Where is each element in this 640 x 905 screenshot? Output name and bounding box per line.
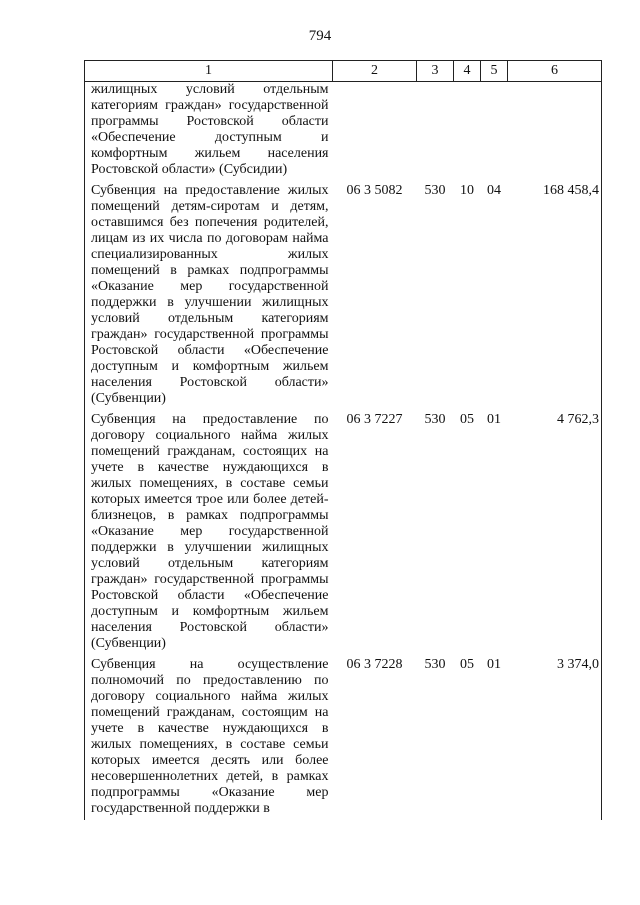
row-name: Субвенция на предоставление жилых помещений детям-сиротам и детям, оставшимся без попечения родителей, лицам из их числа по договорам найма специализированных жилых помещений в рамках подпрограммы «Оказание мер государственной поддержки в улучшении жилищных условий отдельным категориям граждан» государственной программы Ростовской области «Обеспечение доступным и комфортным жильем населения Ростовской области» (Субвенции) bbox=[85, 178, 333, 407]
header-col-5: 5 bbox=[481, 61, 508, 82]
row-col-3: 530 bbox=[424, 183, 446, 198]
row-name: жилищных условий отдельным категориям граждан» государственной программы Ростовской области «Обеспечение доступным и комфортным жильем населения Ростовской области» (Субсидии) bbox=[85, 82, 333, 179]
row-col-5: 01 bbox=[487, 657, 501, 672]
header-col-6: 6 bbox=[508, 61, 602, 82]
row-col-3: 530 bbox=[424, 657, 446, 672]
table-row bbox=[85, 652, 602, 820]
row-col-4: 10 bbox=[460, 183, 474, 198]
row-amount bbox=[508, 82, 602, 179]
header-col-2: 2 bbox=[333, 61, 417, 82]
table-row bbox=[85, 82, 602, 179]
table-row bbox=[85, 178, 602, 407]
row-code bbox=[333, 82, 417, 179]
row-col-4 bbox=[454, 82, 481, 179]
row-col-4: 05 bbox=[460, 412, 474, 427]
row-name: Субвенция на осуществление полномочий по предоставлению по договору социального найма жилых помещений гражданам, состоящим на учете в качестве нуждающихся в жилых помещениях, в составе семьи которых имеется десять или более несовершеннолетних детей, в рамках подпрограммы «Оказание мер государственной поддержки в bbox=[85, 652, 333, 820]
row-code: 06 3 7228 bbox=[346, 657, 403, 672]
table-row bbox=[85, 407, 602, 652]
row-col-5: 01 bbox=[487, 412, 501, 427]
header-col-4: 4 bbox=[454, 61, 481, 82]
row-amount: 4 762,3 bbox=[508, 407, 602, 652]
row-code: 06 3 5082 bbox=[346, 183, 403, 198]
row-col-5 bbox=[481, 82, 508, 179]
row-amount: 168 458,4 bbox=[508, 178, 602, 407]
row-name: Субвенция на предоставление по договору социального найма жилых помещений гражданам, состоящих на учете в качестве нуждающихся в жилых помещениях, в составе семьи которых имеется трое или более детей-близнецов, в рамках подпрограммы «Оказание мер государственной поддержки в улучшении жилищных условий отдельным категориям граждан» государственной программы Ростовской области «Обеспечение доступным и комфортным жильем населения Ростовской области» (Субвенции) bbox=[85, 407, 333, 652]
header-col-3: 3 bbox=[417, 61, 454, 82]
row-amount: 3 374,0 bbox=[508, 652, 602, 820]
row-col-3 bbox=[417, 82, 454, 179]
row-col-3: 530 bbox=[424, 412, 446, 427]
row-col-5: 04 bbox=[487, 183, 501, 198]
header-col-1: 1 bbox=[85, 61, 333, 82]
budget-table bbox=[84, 60, 601, 820]
page-number: 794 bbox=[308, 28, 332, 44]
row-code: 06 3 7227 bbox=[346, 412, 403, 427]
row-col-4: 05 bbox=[460, 657, 474, 672]
table-header-row bbox=[85, 61, 602, 82]
